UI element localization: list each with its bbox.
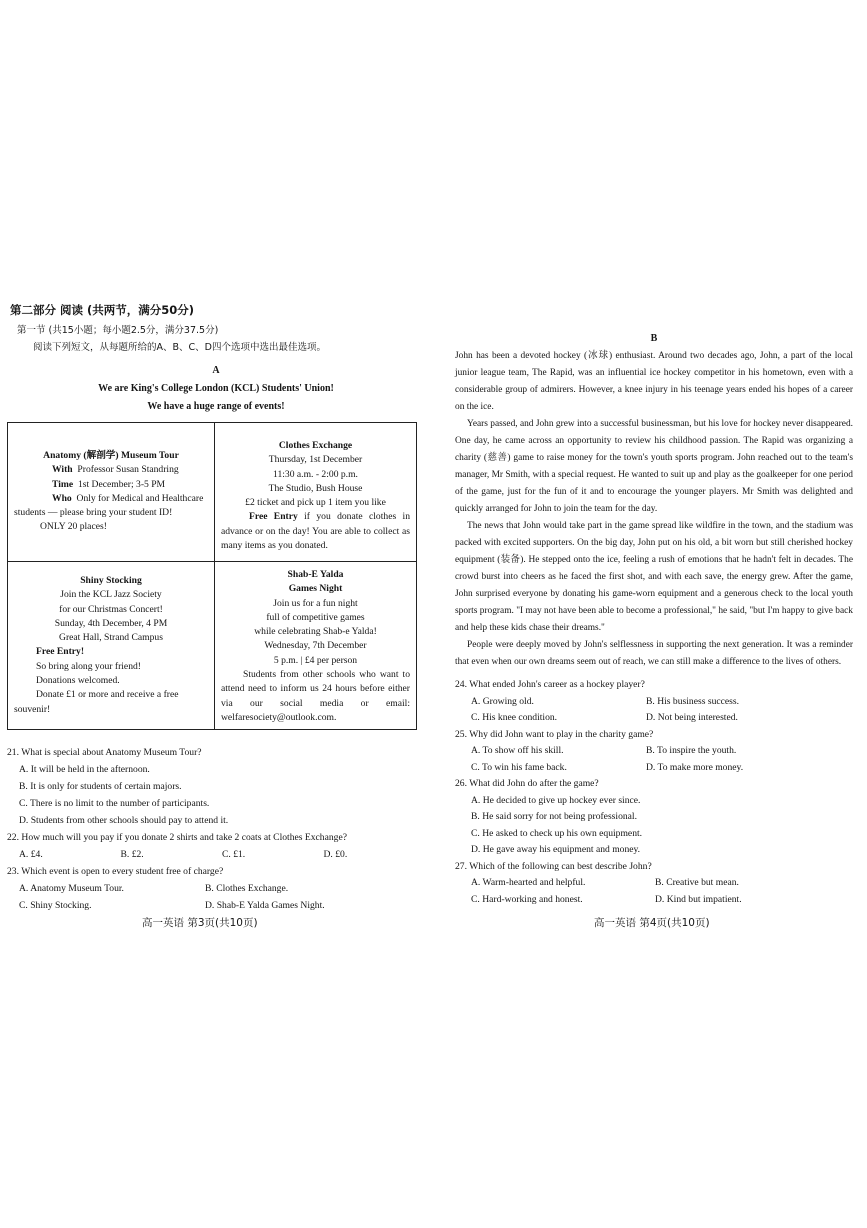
event-date: Thursday, 1st December [268,454,363,466]
event-line: students — please bring your student ID! [14,507,173,519]
page-footer-left: 高一英语 第3页(共10页) [142,917,258,929]
option: A. To show off his skill. [471,745,564,756]
option: A. He decided to give up hockey ever since. [471,794,641,806]
section-title: 第二部分 阅读 (共两节，满分50分) [10,303,195,317]
event-line: Join us for a fun night [273,597,358,609]
event-title: Shab-E Yalda [287,569,344,580]
paragraph: The news that John would take part in the game spread like wildfire in the town, and the stadium was packed with excited supporters. On the big day, John put on his old, a bit worn but still cherished hockey equipment (装备). He stepped onto the ice, feeling a rush of emotions that he hadn't felt in decades. The crowd burst into cheers as he faced the first shot, and with each save, the energy grew. After the game, John surprised everyone by donating his game-worn equipment and a generous check to the local youth sports program. "I may not have been able to become a professional," he said, "but I'm happy to give back and help these kids chase their dreams." [455,521,853,633]
question-stem: 24. What ended John's career as a hockey player? [455,679,645,690]
events-table [7,422,417,730]
passage-label-a: A [212,365,220,376]
event-line: ONLY 20 places! [40,521,107,533]
option: C. His knee condition. [471,712,558,723]
option-row [7,846,425,863]
right-page [455,333,853,908]
event-title: Anatomy (解剖学) Museum Tour [43,450,179,461]
option: D. £0. [323,849,348,860]
banner-line-1: We are King's College London (KCL) Students' Union! [98,383,334,394]
option: B. Clothes Exchange. [205,883,289,894]
event-clothes [214,423,416,561]
option-grid [455,694,853,727]
option: D. Kind but impatient. [655,893,742,905]
option: A. Growing old. [471,695,534,707]
option: C. Shiny Stocking. [19,900,92,911]
event-line: Donate £1 or more and receive a free souvenir! [14,689,179,715]
event-free-entry: Free Entry if you donate clothes in advance or on the day! You are able to collect as many items as you donated. [221,511,410,552]
event-line: 5 p.m. | £4 per person [273,654,358,666]
page-footer-right: 高一英语 第4页(共10页) [594,917,710,929]
event-line: Sunday, 4th December, 4 PM [54,617,168,629]
option: B. His business success. [646,695,740,707]
question-stem: 27. Which of the following can best describe John? [455,860,652,872]
event-shab [214,561,416,729]
event-time: Time 1st December; 3-5 PM [52,478,166,490]
event-line: Students from other schools who want to attend need to inform us 24 hours before either via our social media or email: welfaresociety@outlook.com. [221,669,410,723]
instruction: 阅读下列短文，从每题所给的A、B、C、D四个选项中选出最佳选项。 [33,342,326,353]
option-grid [455,875,853,908]
option: A. Warm-hearted and helpful. [471,877,586,888]
question-stem: 23. Which event is open to every student free of charge? [7,866,224,877]
event-who: Who Only for Medical and Healthcare [52,492,204,504]
option: C. £1. [222,849,246,860]
event-line: Wednesday, 7th December [264,640,367,652]
option: D. Students from other schools should pay to attend it. [19,815,229,826]
option: B. £2. [120,849,144,860]
option: D. Shab-E Yalda Games Night. [205,900,325,911]
event-line: Donations welcomed. [36,675,120,687]
event-line: Great Hall, Strand Campus [59,632,163,644]
option: C. To win his fame back. [471,761,567,773]
question-stem: 22. How much will you pay if you donate 2 shirts and take 2 coats at Clothes Exchange? [7,832,347,843]
option: A. Anatomy Museum Tour. [19,883,124,894]
event-line: Join the KCL Jazz Society [60,589,162,601]
question-stem: 21. What is special about Anatomy Museum Tour? [7,747,202,758]
option: B. To inspire the youth. [646,745,737,756]
event-place: The Studio, Bush House [268,482,363,494]
event-title: Games Night [288,583,343,595]
event-with: With Professor Susan Standring [52,464,179,476]
option: A. £4. [19,849,43,860]
questions-b [455,677,853,908]
left-page [7,302,425,914]
question-stem: 26. What did John do after the game? [455,778,599,789]
event-shiny [8,561,214,729]
passage-label-b: B [650,333,658,344]
option: C. Hard-working and honest. [471,893,583,905]
option: D. To make more money. [646,761,744,773]
questions-a [7,744,425,914]
event-title: Clothes Exchange [278,440,353,451]
option: B. He said sorry for not being professional. [471,811,637,822]
paragraph: John has been a devoted hockey (冰球) enthusiast. Around two decades ago, John, a part of the local junior league team, The Rapid, was an influential ice hockey competitor in his hometown, even with a considerable group of admirers. However, a knee injury in his teenage years ended his hopes of a career on the ice. [455,351,853,412]
option: B. Creative but mean. [655,877,739,888]
event-free: Free Entry! [36,646,85,658]
option: B. It is only for students of certain majors. [19,781,182,792]
option-grid [7,880,425,914]
paragraph: Years passed, and John grew into a successful businessman, but his love for hockey never disappeared. One day, he came across an opportunity to review his childhood passion. The Rapid was organizing a charity (慈善) game to raise money for the town's youth sports program. John reached out to the team's manager, Mr Smith, with a special request. He wanted to suit up and play as the goalkeeper for one period of the game, just for the fun of it and to encourage the younger players. Mr Smith was delighted and quickly arranged for John to join the team for the day. [455,419,853,514]
event-line: for our Christmas Concert! [59,603,163,615]
option: A. It will be held in the afternoon. [19,764,150,775]
option: C. He asked to check up his own equipment. [471,827,643,839]
question-stem: 25. Why did John want to play in the charity game? [455,728,654,740]
event-time: 11:30 a.m. - 2:00 p.m. [273,468,358,480]
paragraph: People were deeply moved by John's selflessness in supporting the next generation. It was a reminder that even when our own dreams seem out of reach, we can still make a difference to the lives of others. [455,640,853,667]
event-title: Shiny Stocking [80,575,142,586]
event-anatomy [8,423,214,561]
option: D. He gave away his equipment and money. [471,844,641,855]
option: C. There is no limit to the number of participants. [19,798,210,809]
event-ticket: £2 ticket and pick up 1 item you like [245,497,386,509]
option: D. Not being interested. [646,712,738,723]
section-subtitle: 第一节 (共15小题；每小题2.5分，满分37.5分) [17,325,219,336]
event-line: while celebrating Shab-e Yalda! [254,626,377,638]
banner-line-2: We have a huge range of events! [147,401,285,412]
event-line: full of competitive games [266,611,365,623]
event-line: So bring along your friend! [36,660,141,672]
option-grid [455,743,853,776]
